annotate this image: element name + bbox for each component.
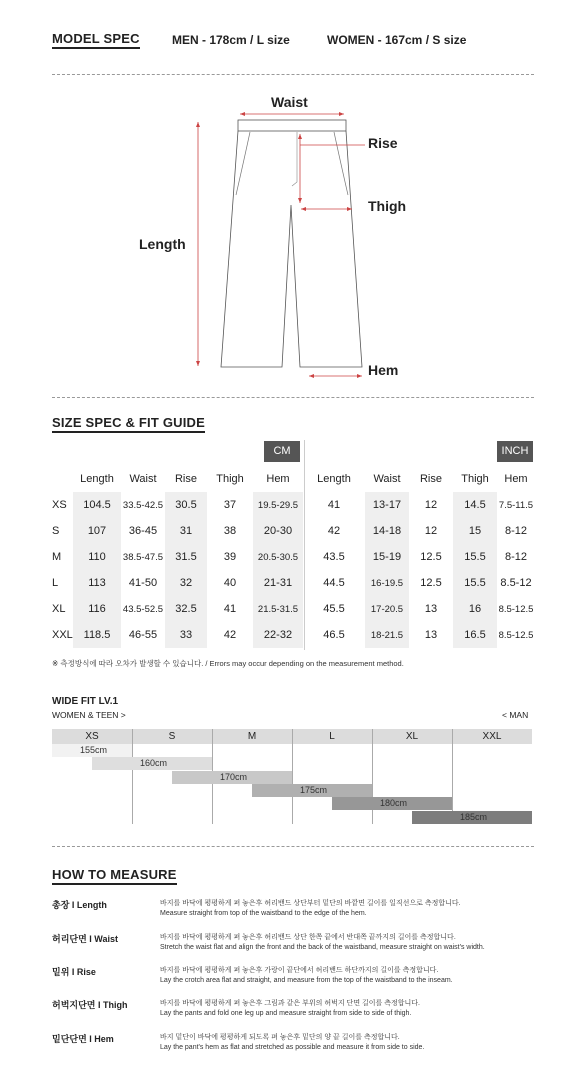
- table-cell: 30.5: [165, 492, 207, 518]
- table-cell: 37: [223, 499, 237, 511]
- divider: [52, 397, 534, 398]
- table-cell: 40: [223, 577, 237, 589]
- table-cell: 8-12: [504, 551, 528, 563]
- measure-desc-en: Stretch the waist flat and align the front and the back of the waistband, measure straight on waist's width.: [160, 944, 485, 951]
- table-cell: 41-50: [128, 577, 158, 589]
- col-header: Waist: [129, 473, 157, 485]
- divider: [52, 846, 534, 847]
- table-cell: 31.5: [165, 544, 207, 570]
- table-cell: 14-18: [365, 518, 409, 544]
- table-cell: 41: [327, 499, 341, 511]
- table-cell: 8.5-12: [500, 577, 532, 589]
- label-waist: Waist: [271, 94, 308, 110]
- table-cell: 45.5: [323, 603, 345, 615]
- table-cell: 33: [165, 622, 207, 648]
- fit-head-divider: [292, 729, 293, 744]
- table-cell: 15-19: [365, 544, 409, 570]
- model-spec-men: MEN - 178cm / L size: [172, 33, 290, 47]
- table-cell: 20.5-30.5: [253, 544, 303, 570]
- table-cell: 22-32: [253, 622, 303, 648]
- col-header: Waist: [373, 473, 401, 485]
- fit-title: WIDE FIT LV.1: [52, 696, 119, 707]
- unit-inch-badge: INCH: [497, 441, 533, 462]
- size-label: S: [52, 525, 60, 537]
- table-row: [45, 544, 535, 570]
- table-cell: 104.5: [73, 492, 121, 518]
- fit-size-col: XS: [85, 731, 99, 742]
- table-row: [45, 492, 535, 518]
- table-cell: 12: [424, 525, 438, 537]
- unit-cm-badge: CM: [264, 441, 300, 462]
- col-header: Length: [317, 473, 351, 485]
- table-row: [45, 622, 535, 648]
- fit-height-bar: 180cm: [332, 797, 452, 810]
- table-cell: 7.5-11.5: [498, 499, 534, 511]
- fit-left-label: WOMEN & TEEN >: [52, 710, 126, 720]
- table-cell: 12.5: [420, 551, 442, 563]
- table-cell: 43.5-52.5: [122, 603, 164, 615]
- measure-desc-ko: 바지를 바닥에 평평하게 펴 놓은후 허리밴드 상단부터 밑단의 바깥면 길이를 일직선으로 측정합니다.: [160, 900, 461, 907]
- table-cell: 19.5-29.5: [253, 492, 303, 518]
- label-rise: Rise: [368, 135, 398, 151]
- measure-desc-en: Measure straight from top of the waistband to the edge of the hem.: [160, 910, 367, 917]
- table-cell: 21-31: [253, 570, 303, 596]
- size-label: XL: [52, 603, 66, 615]
- fit-head-divider: [132, 729, 133, 744]
- fit-height-bar: 185cm: [412, 811, 532, 824]
- table-cell: 16-19.5: [365, 570, 409, 596]
- table-row: [45, 570, 535, 596]
- fit-grid-line: [132, 744, 133, 824]
- fit-height-bar: 170cm: [172, 771, 292, 784]
- measure-key: 밑단단면 I Hem: [52, 1034, 114, 1044]
- col-header: Rise: [174, 473, 197, 485]
- table-cell: 13: [424, 603, 438, 615]
- label-thigh: Thigh: [368, 198, 407, 214]
- measure-desc-en: Lay the pant's hem as flat and stretched as possible and measure it from side to side.: [160, 1044, 425, 1051]
- table-cell: 13: [424, 629, 438, 641]
- size-spec-title: SIZE SPEC & FIT GUIDE: [52, 415, 205, 433]
- fit-head-divider: [212, 729, 213, 744]
- col-header: Hem: [504, 473, 528, 485]
- table-cell: 17-20.5: [365, 596, 409, 622]
- table-cell: 8.5-12.5: [498, 603, 534, 615]
- fit-size-col: XXL: [482, 731, 502, 742]
- measure-desc-en: Lay the pants and fold one leg up and measure straight from side to side of thigh.: [160, 1010, 412, 1017]
- table-cell: 18-21.5: [365, 622, 409, 648]
- table-cell: 33.5-42.5: [122, 499, 164, 511]
- size-label: L: [52, 577, 59, 589]
- table-cell: 8-12: [504, 525, 528, 537]
- pants-diagram: [0, 0, 585, 400]
- fit-size-col: L: [329, 731, 335, 742]
- table-row: [45, 596, 535, 622]
- table-cell: 12: [424, 499, 438, 511]
- table-cell: 118.5: [73, 622, 121, 648]
- fit-size-col: XL: [405, 731, 419, 742]
- table-cell: 31: [165, 518, 207, 544]
- measure-desc-ko: 바지 밑단이 바닥에 평평하게 되도록 펴 놓은후 밑단의 양 끝 길이를 측정합니다.: [160, 1034, 400, 1041]
- table-cell: 42: [327, 525, 341, 537]
- table-cell: 38.5-47.5: [122, 551, 164, 563]
- fit-grid-line: [212, 744, 213, 824]
- table-cell: 15: [453, 518, 497, 544]
- table-row: [45, 518, 535, 544]
- table-cell: 14.5: [453, 492, 497, 518]
- measurement-note: ※ 측정방식에 따라 오차가 발생할 수 있습니다. / Errors may occur depending on the measurement method.: [52, 659, 404, 668]
- how-to-title: HOW TO MEASURE: [52, 867, 177, 885]
- fit-head-divider: [452, 729, 453, 744]
- table-cell: 113: [73, 570, 121, 596]
- table-cell: 44.5: [323, 577, 345, 589]
- measure-desc-ko: 바지를 바닥에 평평하게 펴 놓은후 그림과 같은 부위의 허벅지 단면 길이를 측정합니다.: [160, 1000, 421, 1007]
- table-cell: 46-55: [128, 629, 158, 641]
- col-header: Thigh: [461, 473, 489, 485]
- table-cell: 32: [165, 570, 207, 596]
- measure-key: 밑위 I Rise: [52, 967, 96, 977]
- fit-height-bar: 155cm: [52, 744, 132, 757]
- size-label: XXL: [52, 629, 73, 641]
- measure-key: 허리단면 I Waist: [52, 934, 118, 944]
- table-cell: 36-45: [128, 525, 158, 537]
- table-cell: 110: [73, 544, 121, 570]
- measure-desc-ko: 바지를 바닥에 평평하게 펴 놓은후 가랑이 끝단에서 허리밴드 하단까지의 길이를 측정합니다.: [160, 967, 439, 974]
- table-cell: 41: [223, 603, 237, 615]
- table-cell: 43.5: [323, 551, 345, 563]
- table-cell: 12.5: [420, 577, 442, 589]
- label-hem: Hem: [368, 362, 399, 378]
- table-cell: 16.5: [453, 622, 497, 648]
- table-cell: 8.5-12.5: [498, 629, 534, 641]
- fit-size-col: M: [247, 731, 257, 742]
- table-cell: 15.5: [453, 544, 497, 570]
- measure-desc-ko: 바지를 바닥에 평평하게 펴 놓은후 허리밴드 상단 한쪽 끝에서 반대쪽 끝까지의 길이를 측정합니다.: [160, 934, 456, 941]
- label-length: Length: [139, 236, 186, 252]
- size-table-header: [45, 466, 535, 492]
- table-cell: 116: [73, 596, 121, 622]
- table-cell: 15.5: [453, 570, 497, 596]
- size-label: M: [52, 551, 62, 563]
- table-cell: 16: [453, 596, 497, 622]
- fit-head-divider: [372, 729, 373, 744]
- table-cell: 38: [223, 525, 237, 537]
- fit-height-bar: 175cm: [252, 784, 372, 797]
- table-cell: 32.5: [165, 596, 207, 622]
- table-cell: 107: [73, 518, 121, 544]
- fit-height-bar: 160cm: [92, 757, 212, 770]
- measure-key: 총장 I Length: [52, 900, 107, 910]
- col-header: Length: [80, 473, 114, 485]
- fit-grid-line: [372, 744, 373, 824]
- table-cell: 21.5-31.5: [253, 596, 303, 622]
- table-cell: 13-17: [365, 492, 409, 518]
- measure-key: 허벅지단면 I Thigh: [52, 1000, 128, 1010]
- table-cell: 46.5: [323, 629, 345, 641]
- model-spec-title: MODEL SPEC: [52, 31, 140, 49]
- col-header: Rise: [419, 473, 442, 485]
- size-table: [45, 466, 535, 648]
- col-header: Thigh: [216, 473, 244, 485]
- table-cell: 39: [223, 551, 237, 563]
- col-header: Hem: [266, 473, 290, 485]
- table-cell: 20-30: [253, 518, 303, 544]
- measure-desc-en: Lay the crotch area flat and straight, and measure from the top of the waistband to the inseam.: [160, 977, 453, 984]
- size-label: XS: [52, 499, 67, 511]
- fit-right-label: < MAN: [502, 710, 529, 720]
- table-cell: 42: [223, 629, 237, 641]
- model-spec-women: WOMEN - 167cm / S size: [327, 33, 467, 47]
- fit-size-col: S: [168, 731, 176, 742]
